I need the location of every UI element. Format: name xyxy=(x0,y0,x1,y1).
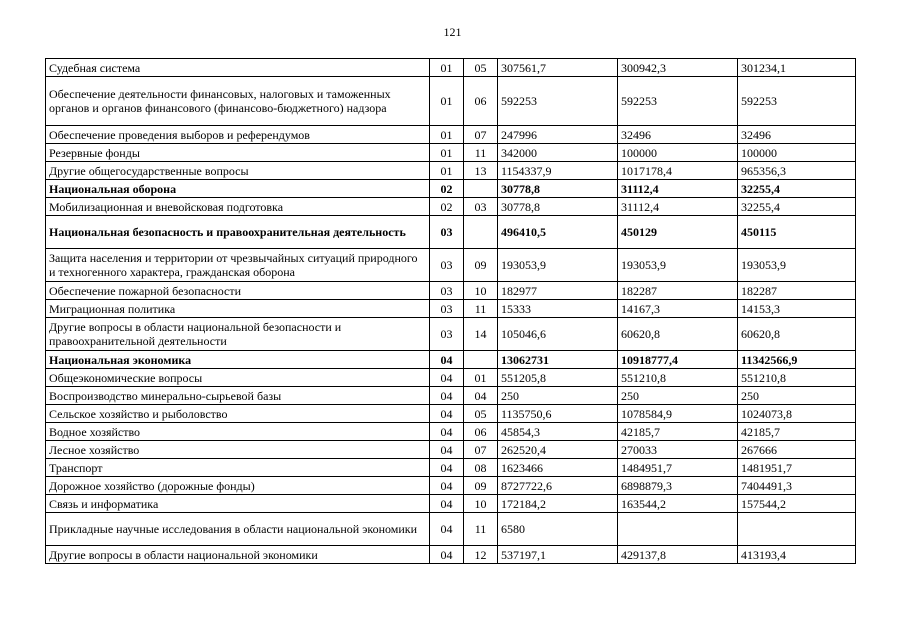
amount-3-cell: 301234,1 xyxy=(738,59,856,77)
section-code-cell: 01 xyxy=(430,126,464,144)
table-row xyxy=(46,162,856,180)
amount-2-cell: 250 xyxy=(618,387,738,405)
subsection-code-cell: 03 xyxy=(464,198,498,216)
row-name-cell: Национальная оборона xyxy=(46,180,430,198)
amount-3-cell: 14153,3 xyxy=(738,300,856,318)
section-code-cell: 04 xyxy=(430,477,464,495)
section-code-cell: 02 xyxy=(430,180,464,198)
amount-3-cell: 32255,4 xyxy=(738,198,856,216)
amount-3-cell: 193053,9 xyxy=(738,249,856,282)
table-row xyxy=(46,405,856,423)
subsection-code-cell: 01 xyxy=(464,369,498,387)
row-name-cell: Миграционная политика xyxy=(46,300,430,318)
table-row xyxy=(46,180,856,198)
amount-2-cell: 1484951,7 xyxy=(618,459,738,477)
amount-1-cell: 193053,9 xyxy=(498,249,618,282)
amount-1-cell: 1135750,6 xyxy=(498,405,618,423)
amount-3-cell: 250 xyxy=(738,387,856,405)
subsection-code-cell: 10 xyxy=(464,282,498,300)
amount-1-cell: 105046,6 xyxy=(498,318,618,351)
row-name-cell: Сельское хозяйство и рыболовство xyxy=(46,405,430,423)
amount-1-cell: 182977 xyxy=(498,282,618,300)
table-row xyxy=(46,282,856,300)
budget-table xyxy=(45,58,856,564)
section-code-cell: 03 xyxy=(430,249,464,282)
table-row xyxy=(46,546,856,564)
table-row xyxy=(46,77,856,126)
table-row xyxy=(46,249,856,282)
row-name-cell: Другие вопросы в области национальной экономики xyxy=(46,546,430,564)
amount-3-cell: 42185,7 xyxy=(738,423,856,441)
section-code-cell: 04 xyxy=(430,546,464,564)
subsection-code-cell: 13 xyxy=(464,162,498,180)
amount-3-cell: 182287 xyxy=(738,282,856,300)
subsection-code-cell: 07 xyxy=(464,126,498,144)
table-row xyxy=(46,459,856,477)
amount-2-cell: 592253 xyxy=(618,77,738,126)
amount-2-cell: 163544,2 xyxy=(618,495,738,513)
amount-2-cell: 42185,7 xyxy=(618,423,738,441)
amount-1-cell: 496410,5 xyxy=(498,216,618,249)
amount-3-cell: 7404491,3 xyxy=(738,477,856,495)
amount-3-cell: 11342566,9 xyxy=(738,351,856,369)
section-code-cell: 02 xyxy=(430,198,464,216)
amount-1-cell: 262520,4 xyxy=(498,441,618,459)
table-row xyxy=(46,351,856,369)
amount-1-cell: 551205,8 xyxy=(498,369,618,387)
amount-2-cell: 193053,9 xyxy=(618,249,738,282)
row-name-cell: Общеэкономические вопросы xyxy=(46,369,430,387)
section-code-cell: 04 xyxy=(430,423,464,441)
section-code-cell: 04 xyxy=(430,351,464,369)
table-row xyxy=(46,477,856,495)
row-name-cell: Воспроизводство минерально-сырьевой базы xyxy=(46,387,430,405)
row-name-cell: Защита населения и территории от чрезвычайных ситуаций природного и техногенного характера, гражданская оборона xyxy=(46,249,430,282)
row-name-cell: Национальная экономика xyxy=(46,351,430,369)
amount-2-cell: 429137,8 xyxy=(618,546,738,564)
subsection-code-cell xyxy=(464,180,498,198)
table-row xyxy=(46,513,856,546)
amount-1-cell: 537197,1 xyxy=(498,546,618,564)
subsection-code-cell: 12 xyxy=(464,546,498,564)
amount-3-cell: 100000 xyxy=(738,144,856,162)
row-name-cell: Связь и информатика xyxy=(46,495,430,513)
amount-1-cell: 247996 xyxy=(498,126,618,144)
row-name-cell: Национальная безопасность и правоохранительная деятельность xyxy=(46,216,430,249)
amount-2-cell: 1078584,9 xyxy=(618,405,738,423)
row-name-cell: Обеспечение пожарной безопасности xyxy=(46,282,430,300)
subsection-code-cell: 10 xyxy=(464,495,498,513)
row-name-cell: Судебная система xyxy=(46,59,430,77)
amount-1-cell: 1154337,9 xyxy=(498,162,618,180)
amount-3-cell: 267666 xyxy=(738,441,856,459)
amount-3-cell: 60620,8 xyxy=(738,318,856,351)
amount-3-cell: 1481951,7 xyxy=(738,459,856,477)
table-row xyxy=(46,495,856,513)
amount-3-cell: 32496 xyxy=(738,126,856,144)
section-code-cell: 01 xyxy=(430,59,464,77)
subsection-code-cell xyxy=(464,216,498,249)
table-row xyxy=(46,144,856,162)
amount-1-cell: 30778,8 xyxy=(498,180,618,198)
amount-2-cell: 100000 xyxy=(618,144,738,162)
table-row xyxy=(46,441,856,459)
row-name-cell: Водное хозяйство xyxy=(46,423,430,441)
section-code-cell: 04 xyxy=(430,369,464,387)
table-row xyxy=(46,369,856,387)
subsection-code-cell: 05 xyxy=(464,405,498,423)
table-row xyxy=(46,423,856,441)
section-code-cell: 04 xyxy=(430,441,464,459)
row-name-cell: Другие вопросы в области национальной безопасности и правоохранительной деятельности xyxy=(46,318,430,351)
section-code-cell: 01 xyxy=(430,144,464,162)
row-name-cell: Обеспечение деятельности финансовых, налоговых и таможенных органов и органов финансового (финансово-бюджетного) надзора xyxy=(46,77,430,126)
table-row xyxy=(46,216,856,249)
amount-1-cell: 45854,3 xyxy=(498,423,618,441)
amount-3-cell: 32255,4 xyxy=(738,180,856,198)
subsection-code-cell: 05 xyxy=(464,59,498,77)
section-code-cell: 04 xyxy=(430,387,464,405)
amount-2-cell: 270033 xyxy=(618,441,738,459)
amount-1-cell: 592253 xyxy=(498,77,618,126)
row-name-cell: Резервные фонды xyxy=(46,144,430,162)
amount-2-cell: 300942,3 xyxy=(618,59,738,77)
amount-1-cell: 6580 xyxy=(498,513,618,546)
page-number: 121 xyxy=(443,25,462,39)
table-row xyxy=(46,198,856,216)
amount-2-cell: 6898879,3 xyxy=(618,477,738,495)
amount-2-cell: 10918777,4 xyxy=(618,351,738,369)
amount-1-cell: 8727722,6 xyxy=(498,477,618,495)
subsection-code-cell: 11 xyxy=(464,513,498,546)
section-code-cell: 03 xyxy=(430,282,464,300)
table-row xyxy=(46,318,856,351)
row-name-cell: Лесное хозяйство xyxy=(46,441,430,459)
section-code-cell: 04 xyxy=(430,459,464,477)
subsection-code-cell: 11 xyxy=(464,144,498,162)
amount-2-cell: 1017178,4 xyxy=(618,162,738,180)
subsection-code-cell: 08 xyxy=(464,459,498,477)
amount-2-cell: 450129 xyxy=(618,216,738,249)
subsection-code-cell: 06 xyxy=(464,423,498,441)
section-code-cell: 04 xyxy=(430,405,464,423)
amount-1-cell: 15333 xyxy=(498,300,618,318)
section-code-cell: 03 xyxy=(430,300,464,318)
row-name-cell: Дорожное хозяйство (дорожные фонды) xyxy=(46,477,430,495)
budget-table-body xyxy=(46,59,856,564)
section-code-cell: 03 xyxy=(430,318,464,351)
amount-2-cell: 32496 xyxy=(618,126,738,144)
subsection-code-cell: 09 xyxy=(464,477,498,495)
amount-3-cell: 592253 xyxy=(738,77,856,126)
subsection-code-cell xyxy=(464,351,498,369)
table-row xyxy=(46,300,856,318)
section-code-cell: 03 xyxy=(430,216,464,249)
amount-3-cell: 1024073,8 xyxy=(738,405,856,423)
table-row xyxy=(46,59,856,77)
amount-2-cell: 31112,4 xyxy=(618,180,738,198)
subsection-code-cell: 04 xyxy=(464,387,498,405)
amount-1-cell: 172184,2 xyxy=(498,495,618,513)
amount-1-cell: 13062731 xyxy=(498,351,618,369)
section-code-cell: 01 xyxy=(430,162,464,180)
amount-2-cell: 31112,4 xyxy=(618,198,738,216)
table-row xyxy=(46,387,856,405)
amount-2-cell: 14167,3 xyxy=(618,300,738,318)
amount-3-cell: 450115 xyxy=(738,216,856,249)
row-name-cell: Транспорт xyxy=(46,459,430,477)
amount-3-cell: 413193,4 xyxy=(738,546,856,564)
subsection-code-cell: 09 xyxy=(464,249,498,282)
subsection-code-cell: 06 xyxy=(464,77,498,126)
amount-3-cell: 157544,2 xyxy=(738,495,856,513)
row-name-cell: Мобилизационная и вневойсковая подготовка xyxy=(46,198,430,216)
amount-2-cell: 60620,8 xyxy=(618,318,738,351)
amount-1-cell: 307561,7 xyxy=(498,59,618,77)
amount-1-cell: 30778,8 xyxy=(498,198,618,216)
row-name-cell: Другие общегосударственные вопросы xyxy=(46,162,430,180)
section-code-cell: 01 xyxy=(430,77,464,126)
amount-1-cell: 1623466 xyxy=(498,459,618,477)
amount-3-cell: 965356,3 xyxy=(738,162,856,180)
subsection-code-cell: 14 xyxy=(464,318,498,351)
section-code-cell: 04 xyxy=(430,513,464,546)
amount-1-cell: 342000 xyxy=(498,144,618,162)
amount-2-cell xyxy=(618,513,738,546)
amount-2-cell: 182287 xyxy=(618,282,738,300)
subsection-code-cell: 07 xyxy=(464,441,498,459)
amount-1-cell: 250 xyxy=(498,387,618,405)
row-name-cell: Прикладные научные исследования в области национальной экономики xyxy=(46,513,430,546)
subsection-code-cell: 11 xyxy=(464,300,498,318)
amount-3-cell: 551210,8 xyxy=(738,369,856,387)
section-code-cell: 04 xyxy=(430,495,464,513)
row-name-cell: Обеспечение проведения выборов и референдумов xyxy=(46,126,430,144)
amount-2-cell: 551210,8 xyxy=(618,369,738,387)
amount-3-cell xyxy=(738,513,856,546)
table-row xyxy=(46,126,856,144)
